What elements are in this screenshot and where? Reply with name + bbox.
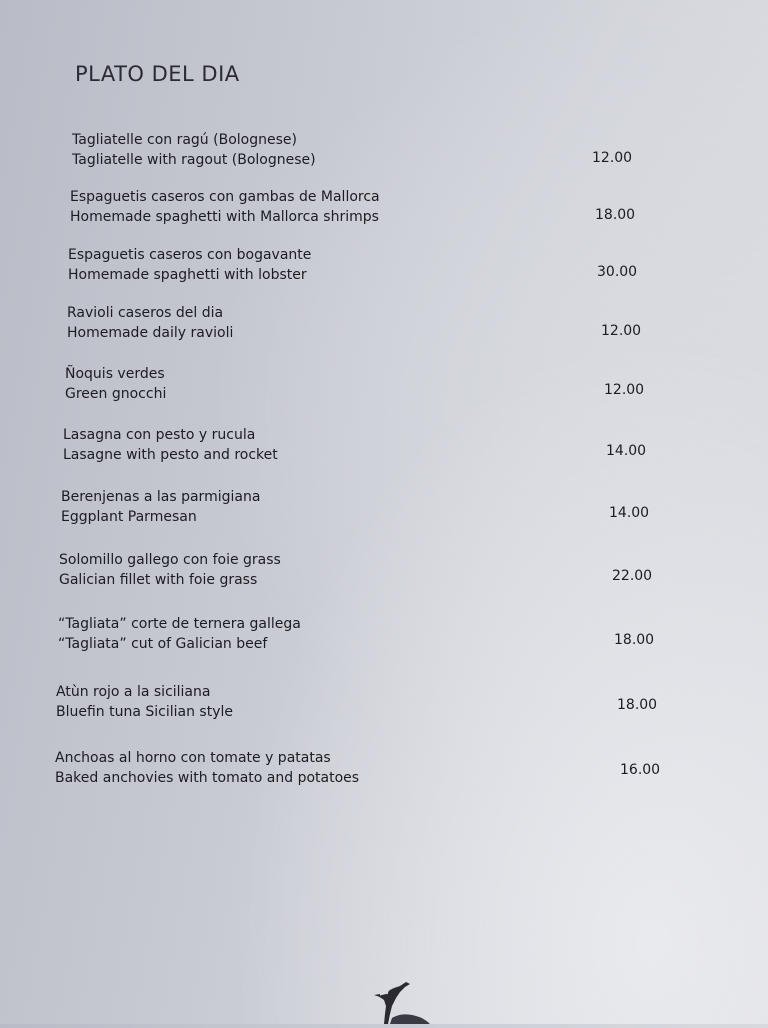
dish-name-spanish: Tagliatelle con ragú (Bolognese) [72,132,297,148]
dish-name-spanish: Atùn rojo a la siciliana [56,684,211,700]
dish-name-english: Green gnocchi [65,386,167,402]
menu-item [65,364,705,410]
menu-item [56,682,696,728]
dish-name-spanish: Berenjenas a las parmigiana [61,489,261,505]
dish-name-spanish: Anchoas al horno con tomate y patatas [55,750,331,766]
dish-name-spanish: Lasagna con pesto y rucula [63,427,256,443]
dish-name-english: Homemade daily ravioli [67,325,234,341]
dish-name-spanish: Ravioli caseros del dia [67,305,224,321]
dish-price: 22.00 [612,568,653,584]
dish-name-english: Baked anchovies with tomato and potatoes [55,770,360,786]
dish-price: 12.00 [604,382,645,398]
dish-name-spanish: Espaguetis caseros con gambas de Mallorca [70,189,380,205]
dish-price: 14.00 [606,443,647,459]
dish-price: 30.00 [597,264,638,280]
dish-price: 18.00 [595,207,636,223]
dish-name-english: Homemade spaghetti with lobster [68,267,307,283]
menu-item [58,614,698,660]
dish-name-english: Homemade spaghetti with Mallorca shrimps [70,209,379,225]
dish-price: 12.00 [592,150,633,166]
dish-price: 14.00 [609,505,650,521]
dish-name-english: Galician fillet with foie grass [59,572,258,588]
menu-item [67,303,707,349]
dish-price: 18.00 [617,697,658,713]
dish-price: 18.00 [614,632,655,648]
menu-item [70,187,710,233]
page-title: PLATO DEL DIA [75,62,240,86]
menu-item [55,748,695,794]
dish-name-english: Bluefin tuna Sicilian style [56,704,234,720]
menu-item [59,550,699,596]
dish-name-english: Tagliatelle with ragout (Bolognese) [72,152,316,168]
dish-price: 16.00 [620,762,661,778]
dish-price: 12.00 [601,323,642,339]
dish-name-spanish: Solomillo gallego con foie grass [59,552,281,568]
menu-item [61,487,701,533]
dish-name-english: Lasagne with pesto and rocket [63,447,278,463]
dish-name-english: Eggplant Parmesan [61,509,197,525]
menu-item [63,425,703,471]
dish-name-english: “Tagliata” cut of Galician beef [58,636,268,652]
menu-item [72,130,712,176]
dish-name-spanish: Espaguetis caseros con bogavante [68,247,312,263]
menu-item [68,245,708,291]
bird-logo-icon [372,978,432,1028]
dish-name-spanish: “Tagliata” corte de ternera gallega [58,616,301,632]
dish-name-spanish: Ñoquis verdes [65,366,165,382]
